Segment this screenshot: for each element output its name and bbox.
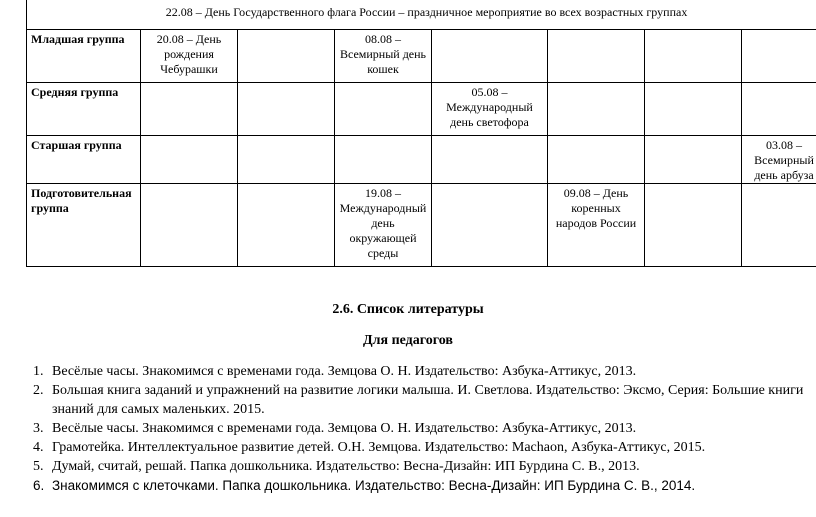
event-cell [742, 184, 816, 267]
event-cell [742, 83, 816, 136]
event-cell [238, 136, 335, 184]
event-cell [141, 184, 238, 267]
group-cell: Младшая группа [27, 30, 141, 83]
item-text: Большая книга заданий и упражнений на развитие логики малыша. И. Светлова. Издательство: Эксмо, Серия: Большие книги знаний для самых маленьких. 2015. [52, 383, 804, 417]
table-header-row [27, 0, 816, 30]
table-row [27, 184, 816, 267]
table-row [27, 30, 816, 83]
group-cell: Средняя группа [27, 83, 141, 136]
table-row [27, 83, 816, 136]
item-number: 2. [33, 383, 44, 398]
event-cell: 19.08 – Международный день окружающей среды [335, 184, 432, 267]
event-cell [645, 136, 742, 184]
item-text: Знакомимся с клеточками. Папка дошкольника. Издательство: Весна-Дизайн: ИП Бурдина С. В., 2014. [52, 478, 696, 493]
event-cell [645, 83, 742, 136]
item-number: 1. [33, 364, 44, 379]
event-cell: 20.08 – День рождения Чебурашки [141, 30, 238, 83]
event-cell [238, 83, 335, 136]
event-cell [141, 83, 238, 136]
event-cell [335, 83, 432, 136]
item-text: Думай, считай, решай. Папка дошкольника. Издательство: Весна-Дизайн: ИП Бурдина С. В., 2013. [52, 459, 640, 474]
section-title: 2.6. Список литературы [332, 302, 484, 317]
list-item [0, 381, 810, 419]
section-subtitle: Для педагогов [363, 333, 453, 348]
event-cell [141, 136, 238, 184]
item-number: 4. [33, 440, 44, 455]
event-cell [238, 30, 335, 83]
item-text: Весёлые часы. Знакомимся с временами года. Земцова О. Н. Издательство: Азбука-Аттикус, 2013. [52, 421, 637, 436]
event-cell [548, 83, 645, 136]
event-cell [645, 30, 742, 83]
event-cell: 05.08 – Международный день светофора [432, 83, 548, 136]
event-cell: 03.08 – Всемирный день арбуза [742, 136, 816, 184]
item-number: 3. [33, 421, 44, 436]
event-cell [432, 136, 548, 184]
group-cell: Подготовительная группа [27, 184, 141, 267]
group-cell: Старшая группа [27, 136, 141, 184]
event-cell: 09.08 – День коренных народов России [548, 184, 645, 267]
item-number: 6. [33, 478, 45, 493]
item-number: 5. [33, 459, 44, 474]
table-row [27, 136, 816, 184]
event-cell [432, 184, 548, 267]
event-cell [548, 30, 645, 83]
list-item [0, 419, 810, 438]
schedule-table [26, 0, 816, 267]
header-cell: 22.08 – День Государственного флага России – праздничное мероприятие во всех возрастных группах [27, 0, 816, 30]
event-cell [238, 184, 335, 267]
literature-list [0, 362, 810, 495]
event-cell [335, 136, 432, 184]
list-item [0, 438, 810, 457]
event-cell: 08.08 – Всемирный день кошек [335, 30, 432, 83]
list-item [0, 457, 810, 476]
event-cell [742, 30, 816, 83]
list-item [0, 362, 810, 381]
event-cell [432, 30, 548, 83]
list-item [0, 476, 810, 495]
item-text: Весёлые часы. Знакомимся с временами года. Земцова О. Н. Издательство: Азбука-Аттикус, 2013. [52, 364, 637, 379]
item-text: Грамотейка. Интеллектуальное развитие детей. О.Н. Земцова. Издательство: Machaon, Азбука-Аттикус, 2015. [52, 440, 706, 455]
event-cell [645, 184, 742, 267]
event-cell [548, 136, 645, 184]
